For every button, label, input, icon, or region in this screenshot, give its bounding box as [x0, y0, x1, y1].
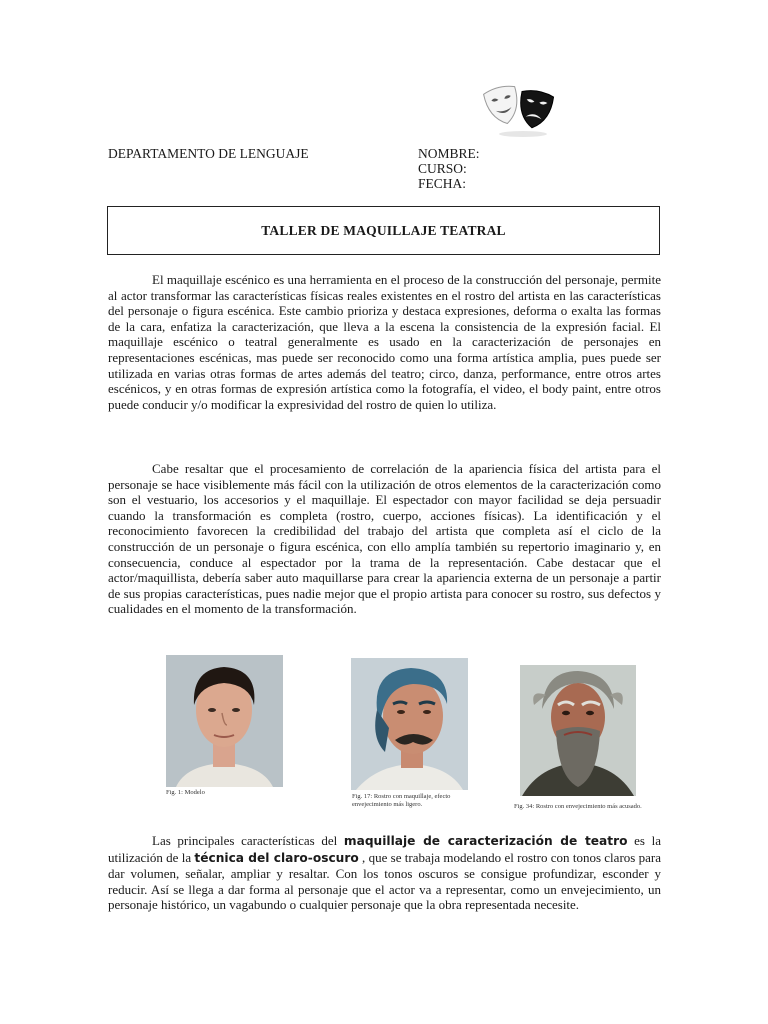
figure-caption-2: Fig. 17: Rostro con maquillaje, efecto envejecimiento más ligero. [352, 793, 451, 808]
bold-term-chiaroscuro: técnica del claro-oscuro [194, 850, 359, 865]
paragraph-correlation: Cabe resaltar que el procesamiento de correlación de la apariencia física del artista para el personaje se hace visiblemente más fácil con la utilización de otros elementos de la caracterización como son el vestuario, los accesorios y el maquillaje. El espectador con mayor facilidad se deja persuadir cuando la transformación es completa (rostro, cuerpo, acciones físicas). La identificación y el reconocimiento favorecen la credibilidad del trabajo del artista que completa así el ciclo de la construcción de un personaje o figura escénica, con ello amplía también su repertorio imaginario y, en consecuencia, conduce al espectador por la trama de la representación. Cabe destacar que el actor/maquillista, debería saber auto maquillarse para crear la apariencia externa de un personaje a partir de sus propias características, pues nadie mejor que el propio artista para conocer su rostro, sus defectos y cualidades en el momento de la transformación. [108, 461, 661, 617]
paragraph-intro: El maquillaje escénico es una herramienta en el proceso de la construcción del personaje, permite al actor transformar las características físicas reales existentes en el rostro del artista en las características del personaje o figura escénica. Este cambio prioriza y destaca expresiones, deforma o exalta las formas de la cara, enfatiza la caracterización, que lleva a la escena la consistencia de la expresión facial. El maquillaje escénico o teatral generalmente es usado en la caracterización de personajes en representaciones escénicas, mas puede ser reconocido como una forma artística amplia, pues puede ser utilizada en varias otras formas de artes además del teatro; circo, danza, performance, entre otros artes escénicos, y en otras formas de expresión artística como la fotografía, el video, el body paint, entre otros puede conducir y/o modificar la expresividad del rostro de quien lo utiliza. [108, 272, 661, 412]
student-fields [418, 146, 480, 191]
figure-caption-1: Fig. 1: Modelo [166, 789, 205, 796]
date-field-label: FECHA: [418, 176, 467, 191]
title-box [107, 206, 660, 255]
figure-caption-3: Fig. 34: Rostro con envejecimiento más acusado. [514, 803, 642, 810]
paragraph-text: es la utilización de la [108, 833, 661, 865]
theater-masks-icon [483, 84, 559, 138]
document-title: TALLER DE MAQUILLAJE TEATRAL [261, 222, 506, 238]
bold-term-theater-makeup: maquillaje de caracterización de teatro [343, 834, 628, 848]
figure-strong-aging-photo [520, 665, 636, 796]
figure-model-photo [166, 655, 283, 787]
paragraph-text: Las principales características del [152, 833, 344, 848]
figure-light-aging-photo [351, 658, 468, 790]
department-label: DEPARTAMENTO DE LENGUAJE [108, 146, 309, 161]
paragraph-text: , que se trabaja modelando el rostro con tonos claros para dar volumen, señalar, ampliar y resaltar. Con los tonos oscuros se consigue profundizar, esconder y reducir. Así se llega a dar forma al personaje que el actor va a representar, como un envejecimiento, un personaje histórico, un vagabundo o cualquier personaje que la obra representada necesite. [108, 849, 661, 913]
name-field-label: NOMBRE: [418, 146, 480, 161]
course-field-label: CURSO: [418, 161, 467, 176]
paragraph-characterization [108, 833, 661, 913]
